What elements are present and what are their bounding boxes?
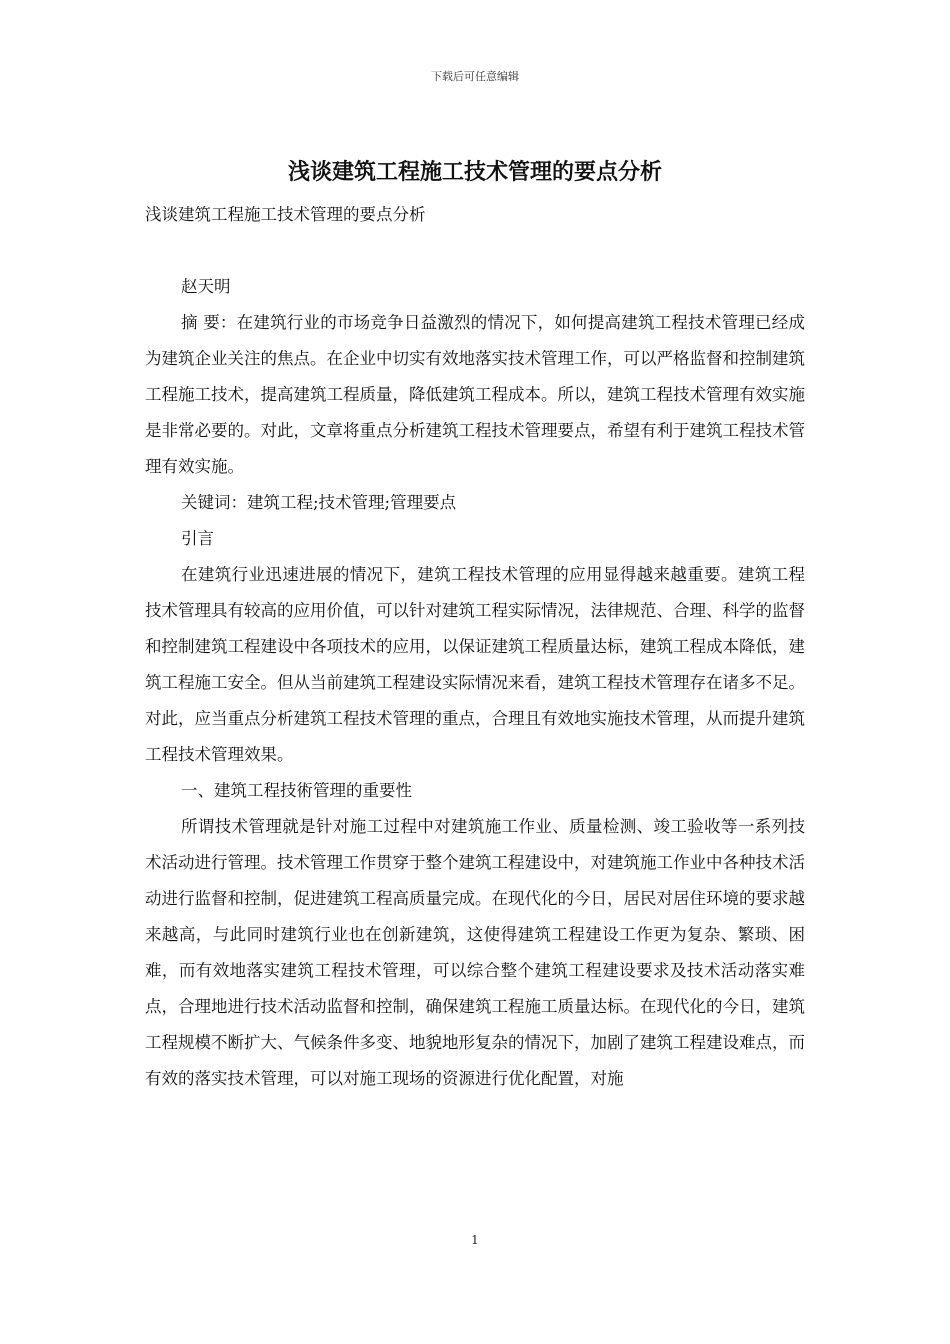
document-title: 浅谈建筑工程施工技术管理的要点分析 <box>287 160 662 185</box>
page-header-note: 下载后可任意编辑 <box>431 70 519 83</box>
document-subtitle: 浅谈建筑工程施工技术管理的要点分析 <box>145 205 426 224</box>
keywords-line: 关键词：建筑工程;技术管理;管理要点 <box>181 493 457 512</box>
author-name: 赵天明 <box>181 277 231 296</box>
intro-heading: 引言 <box>181 529 214 548</box>
section1-heading: 一、建筑工程技術管理的重要性 <box>181 781 412 800</box>
intro-paragraph: 在建筑行业迅速进展的情况下，建筑工程技术管理的应用显得越来越重要。建筑工程技术管理具有较高的应用价值，可以针对建筑工程实际情况，法律规范、合理、科学的监督和控制建筑工程建设中各项技术的应用，以保证建筑工程质量达标，建筑工程成本降低，建筑工程施工安全。但从当前建筑工程建设实际情况来看，建筑工程技术管理存在诸多不足。对此，应当重点分析建筑工程技术管理的重点，合理且有效地实施技术管理，从而提升建筑工程技术管理效果。 <box>145 565 805 764</box>
abstract-paragraph: 摘 要：在建筑行业的市场竞争日益激烈的情况下，如何提高建筑工程技术管理已经成为建筑企业关注的焦点。在企业中切实有效地落实技术管理工作，可以严格监督和控制建筑工程施工技术，提高建筑工程质量，降低建筑工程成本。所以，建筑工程技术管理有效实施是非常必要的。对此，文章将重点分析建筑工程技术管理要点，希望有利于建筑工程技术管理有效实施。 <box>145 313 805 476</box>
page-number: 1 <box>471 1233 479 1247</box>
document-body <box>145 197 805 1097</box>
section1-paragraph: 所谓技术管理就是针对施工过程中对建筑施工作业、质量检测、竣工验收等一系列技术活动进行管理。技术管理工作贯穿于整个建筑工程建设中，对建筑施工作业中各种技术活动进行监督和控制，促进建筑工程高质量完成。在现代化的今日，居民对居住环境的要求越来越高，与此同时建筑行业也在创新建筑，这使得建筑工程建设工作更为复杂、繁琐、困难，而有效地落实建筑工程技术管理，可以综合整个建筑工程建设要求及技术活动落实难点，合理地进行技术活动监督和控制，确保建筑工程施工质量达标。在现代化的今日，建筑工程规模不断扩大、气候条件多变、地貌地形复杂的情况下，加剧了建筑工程建设难点，而有效的落实技术管理，可以对施工现场的资源进行优化配置，对施 <box>145 817 805 1088</box>
